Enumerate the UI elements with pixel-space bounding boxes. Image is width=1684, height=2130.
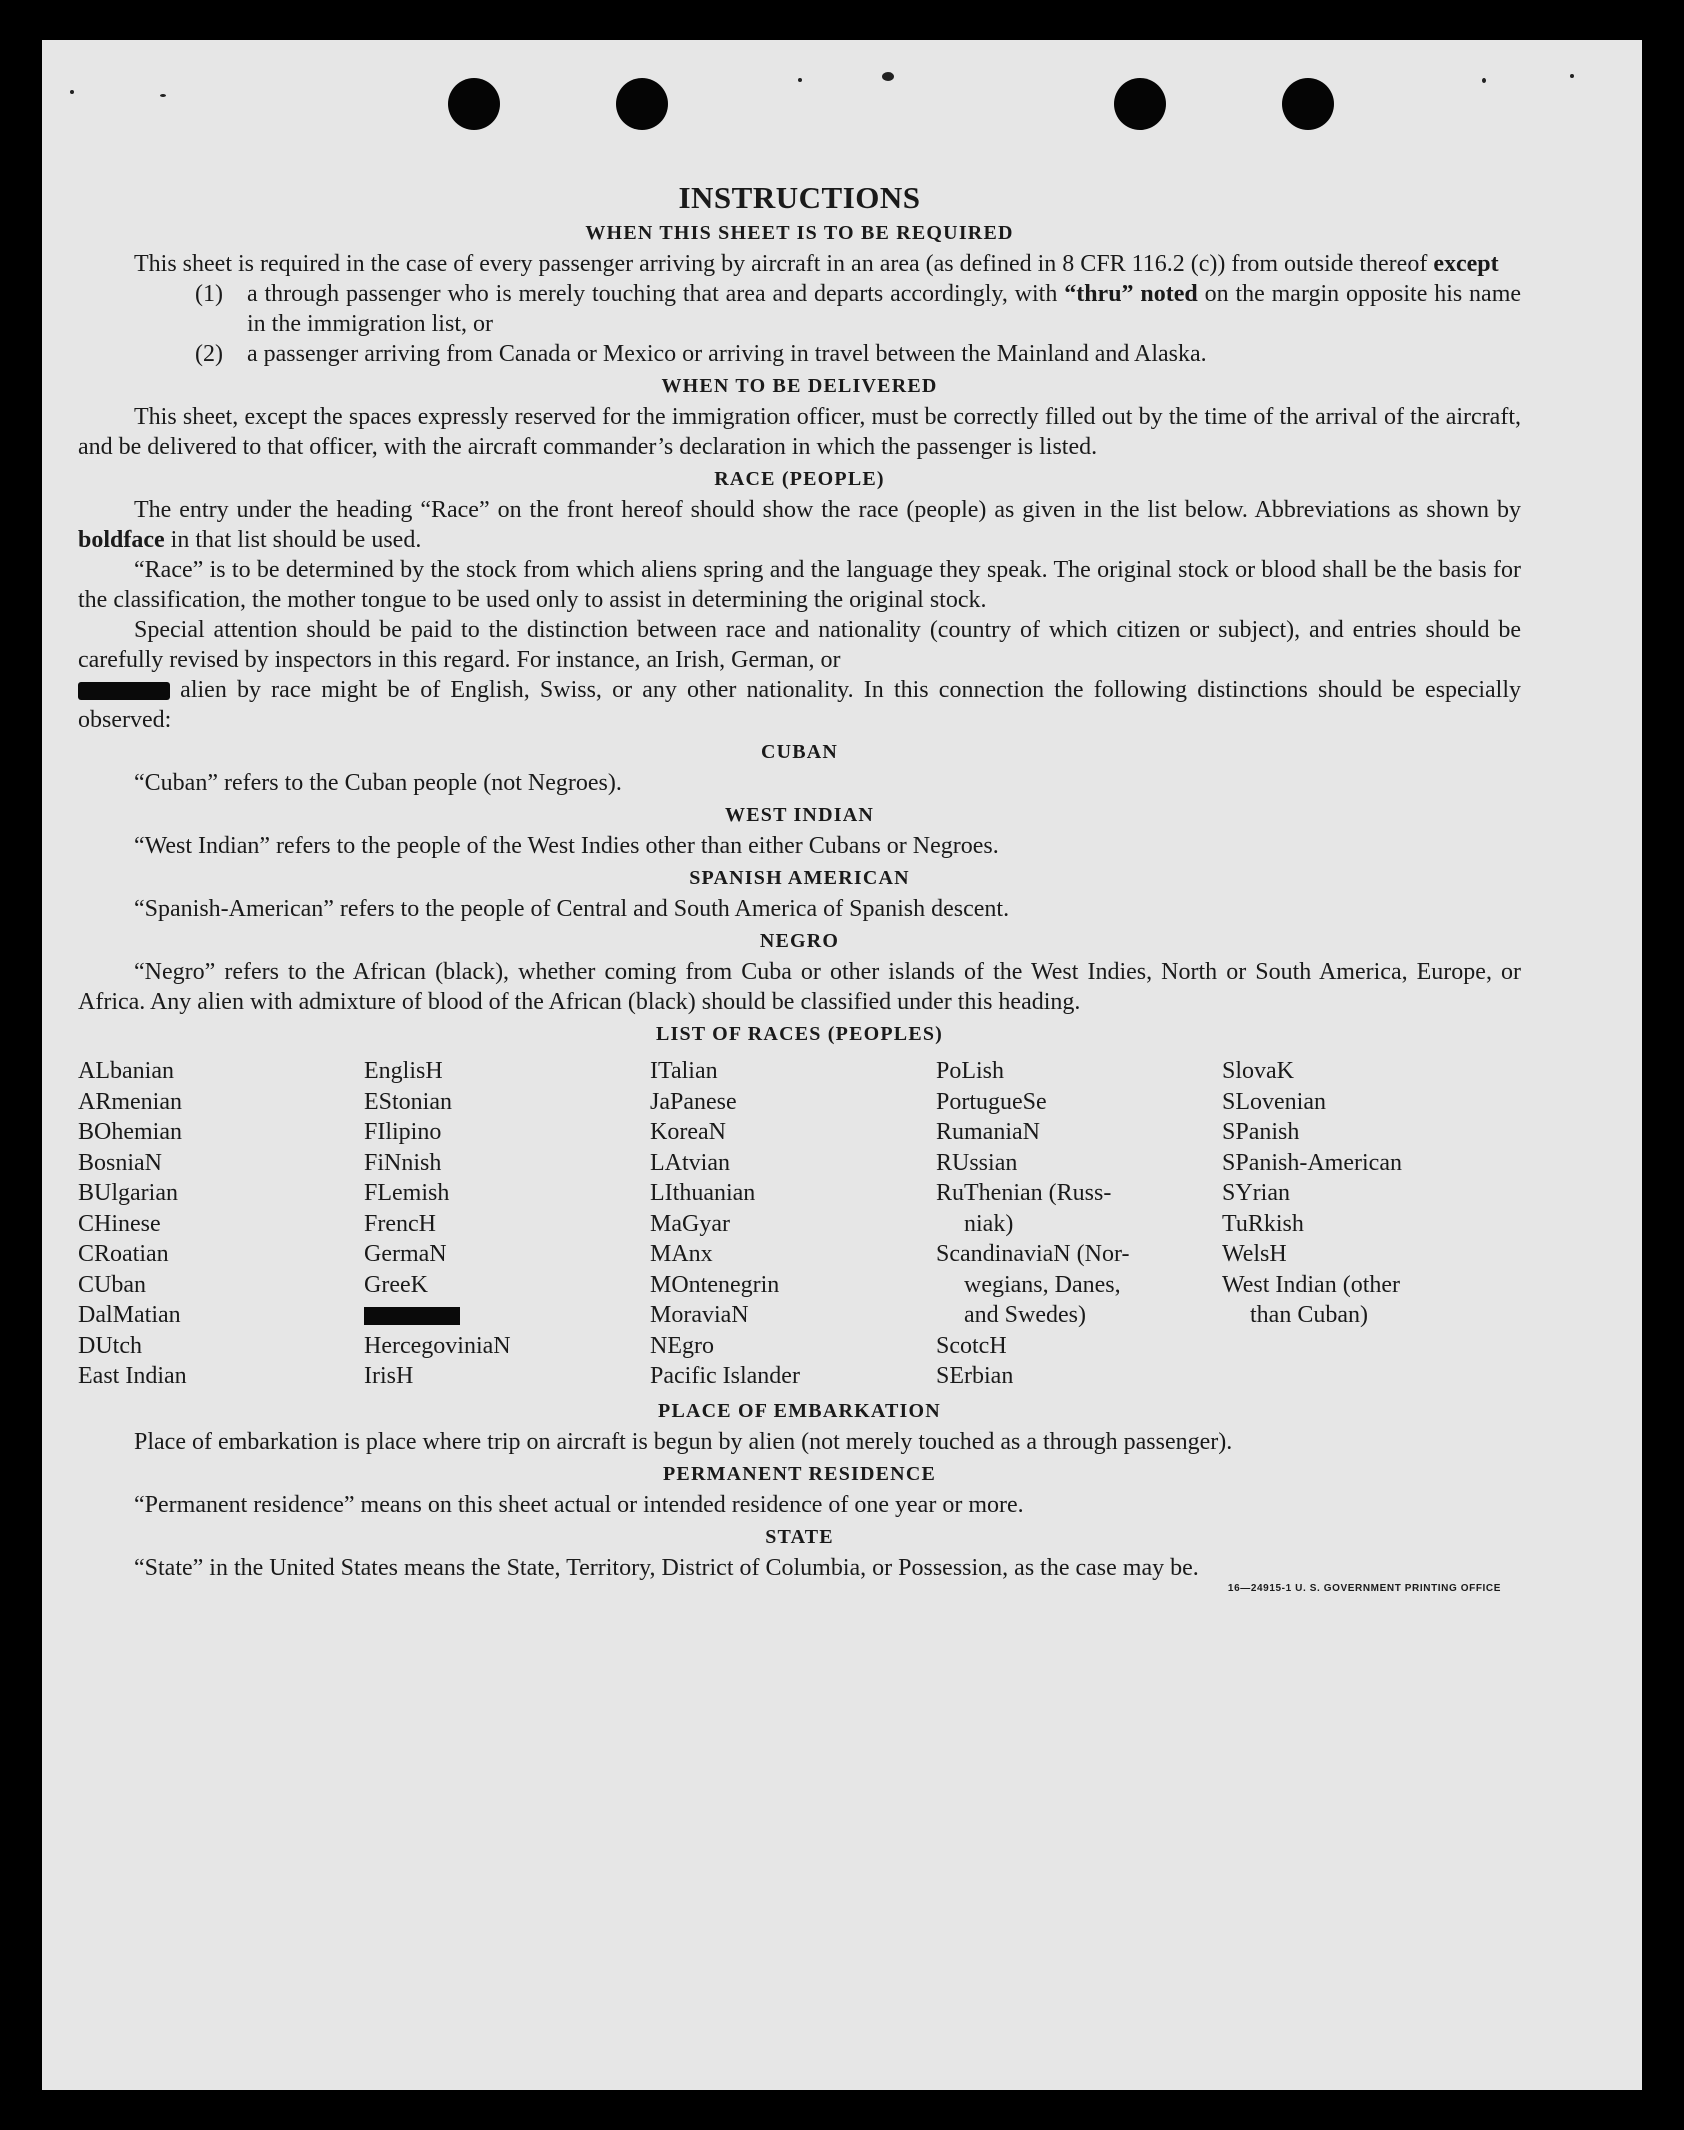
race-paragraph-2: “Race” is to be determined by the stock from which aliens spring and the language they speak. The original stock or blood shall be the basis for the classification, the mother tongue to be used only to assist in determining the original stock. <box>78 557 1521 613</box>
heading-embarkation: PLACE OF EMBARKATION <box>658 1399 941 1422</box>
race-item: EnglisH <box>364 1058 443 1084</box>
race-paragraph-3: Special attention should be paid to the distinction between race and nationality (country of which citizen or subject), and entries should be carefully revised by inspectors in this regard. For instance, an Irish, German, or alien by race might be of English, Swiss, or any other nationality. In this connection the following distinctions should be especially observed: <box>78 617 1521 733</box>
speck <box>1570 74 1574 78</box>
race-item: SYrian <box>1222 1180 1290 1206</box>
speck <box>70 90 74 94</box>
race-item: PoLish <box>936 1058 1005 1084</box>
race-item: SLovenian <box>1222 1088 1326 1115</box>
printer-mark: 16—24915-1 U. S. GOVERNMENT PRINTING OFFICE <box>1227 1582 1501 1594</box>
race-item: ScandinaviaN (Nor- <box>936 1241 1130 1267</box>
race-item: HercegoviniaN <box>364 1332 511 1359</box>
heading-required: WHEN THIS SHEET IS TO BE REQUIRED <box>585 222 1014 244</box>
race-item: CHinese <box>78 1210 161 1237</box>
cuban-text: “Cuban” refers to the Cuban people (not Negroes). <box>134 770 622 796</box>
race-item: MaGyar <box>650 1210 730 1237</box>
heading-negro: NEGRO <box>759 930 840 952</box>
races-column-1 <box>78 1056 364 1392</box>
race-item: DalMatian <box>78 1302 181 1328</box>
instructions-content <box>78 180 1521 1594</box>
exception-item-2: (2) a passenger arriving from Canada or Mexico or arriving in travel between the Mainland and Alaska. <box>195 341 1207 367</box>
race-item: wegians, Danes, <box>964 1271 1121 1298</box>
redaction-mark <box>364 1307 460 1325</box>
heading-list-of-races: LIST OF RACES (PEOPLES) <box>655 1023 944 1045</box>
footer <box>78 1583 1521 1594</box>
speck <box>160 94 166 97</box>
race-item: LIthuanian <box>650 1180 756 1206</box>
race-paragraph-1: The entry under the heading “Race” on the front hereof should show the race (people) as given in the list below. Abbreviations as shown by boldface in that list should be used. <box>78 497 1521 553</box>
races-column-2 <box>364 1056 650 1392</box>
race-item: FiNnish <box>364 1149 442 1176</box>
page-title: INSTRUCTIONS <box>678 180 921 215</box>
speck <box>1482 78 1486 83</box>
race-item: FLemish <box>364 1180 450 1206</box>
race-item: BosniaN <box>78 1149 162 1176</box>
race-item: GreeK <box>364 1271 428 1298</box>
race-item: GermaN <box>364 1241 447 1267</box>
race-item: MOntenegrin <box>650 1271 780 1298</box>
race-item: JaPanese <box>650 1088 737 1115</box>
exception-item-1: (1) a through passenger who is merely touching that area and departs accordingly, with “thru” noted on the margin opposite his name in the immigration list, or <box>195 281 1522 337</box>
race-item: SPanish-American <box>1222 1149 1402 1176</box>
race-item: CRoatian <box>78 1241 169 1267</box>
race-item: MoraviaN <box>650 1302 749 1328</box>
race-item: PortugueSe <box>936 1088 1047 1115</box>
race-item: ARmenian <box>78 1088 182 1115</box>
heading-spanish-american: SPANISH AMERICAN <box>689 867 910 889</box>
race-item: niak) <box>964 1210 1014 1237</box>
race-item: EStonian <box>364 1088 452 1115</box>
required-intro: This sheet is required in the case of every passenger arriving by aircraft in an area (as defined in 8 CFR 116.2 (c)) from outside thereof except <box>134 251 1499 277</box>
race-item: DUtch <box>78 1332 142 1359</box>
races-column-5 <box>1222 1056 1508 1392</box>
race-item: RumaniaN <box>936 1119 1040 1145</box>
document-page <box>42 40 1642 2090</box>
race-item: IrisH <box>364 1363 414 1389</box>
race-item: SPanish <box>1222 1119 1300 1145</box>
race-item: ScotcH <box>936 1332 1007 1359</box>
punch-hole-3 <box>1114 78 1166 130</box>
heading-permanent-residence: PERMANENT RESIDENCE <box>662 1462 937 1485</box>
race-item: TuRkish <box>1222 1210 1304 1237</box>
west-indian-text: “West Indian” refers to the people of the West Indies other than either Cubans or Negroes. <box>134 833 999 859</box>
race-item: LAtvian <box>650 1149 730 1176</box>
heading-delivered: WHEN TO BE DELIVERED <box>661 375 938 397</box>
heading-state: STATE <box>765 1525 834 1548</box>
race-item: SlovaK <box>1222 1058 1294 1084</box>
race-item: KoreaN <box>650 1119 726 1145</box>
race-item: FrencH <box>364 1210 436 1237</box>
negro-text: “Negro” refers to the African (black), whether coming from Cuba or other islands of the West Indies, North or South America, Europe, or Africa. Any alien with admixture of blood of the African (black) should be classified under this heading. <box>78 959 1521 1015</box>
race-item: SErbian <box>936 1363 1014 1389</box>
race-item: MAnx <box>650 1241 713 1267</box>
race-item: BUlgarian <box>78 1180 178 1206</box>
speck <box>882 72 894 81</box>
race-item: NEgro <box>650 1332 714 1359</box>
race-item: ITalian <box>650 1058 718 1084</box>
race-item: RuThenian (Russ- <box>936 1180 1112 1206</box>
delivered-text: This sheet, except the spaces expressly reserved for the immigration officer, must be correctly filled out by the time of the arrival of the aircraft, and be delivered to that officer, with the aircraft commander’s declaration in which the passenger is listed. <box>78 404 1521 460</box>
spanish-american-text: “Spanish-American” refers to the people of Central and South America of Spanish descent. <box>134 896 1010 922</box>
embarkation-text: Place of embarkation is place where trip on aircraft is begun by alien (not merely touched as a through passenger). <box>134 1428 1233 1455</box>
race-item: than Cuban) <box>1250 1302 1368 1328</box>
heading-cuban: CUBAN <box>760 741 839 763</box>
punch-hole-2 <box>616 78 668 130</box>
races-column-3 <box>650 1056 936 1392</box>
race-item: West Indian (other <box>1222 1271 1401 1298</box>
race-item: Pacific Islander <box>650 1363 800 1389</box>
residence-text: “Permanent residence” means on this sheet actual or intended residence of one year or more. <box>134 1491 1024 1518</box>
race-item: WelsH <box>1222 1241 1287 1267</box>
race-item: and Swedes) <box>964 1302 1086 1328</box>
race-item: FIlipino <box>364 1119 442 1145</box>
race-item: ALbanian <box>78 1058 174 1084</box>
heading-race: RACE (PEOPLE) <box>714 468 885 490</box>
speck <box>798 78 802 82</box>
race-item: East Indian <box>78 1363 187 1389</box>
races-column-4 <box>936 1056 1222 1392</box>
heading-west-indian: WEST INDIAN <box>725 804 874 826</box>
punch-hole-1 <box>448 78 500 130</box>
races-list <box>78 1056 1521 1392</box>
state-text: “State” in the United States means the State, Territory, District of Columbia, or Possession, as the case may be. <box>134 1554 1199 1581</box>
race-item: RUssian <box>936 1149 1018 1176</box>
punch-hole-4 <box>1282 78 1334 130</box>
race-item: BOhemian <box>78 1119 182 1145</box>
race-item: CUban <box>78 1271 146 1298</box>
redaction-mark <box>78 682 170 700</box>
race-item-redacted <box>364 1300 650 1331</box>
